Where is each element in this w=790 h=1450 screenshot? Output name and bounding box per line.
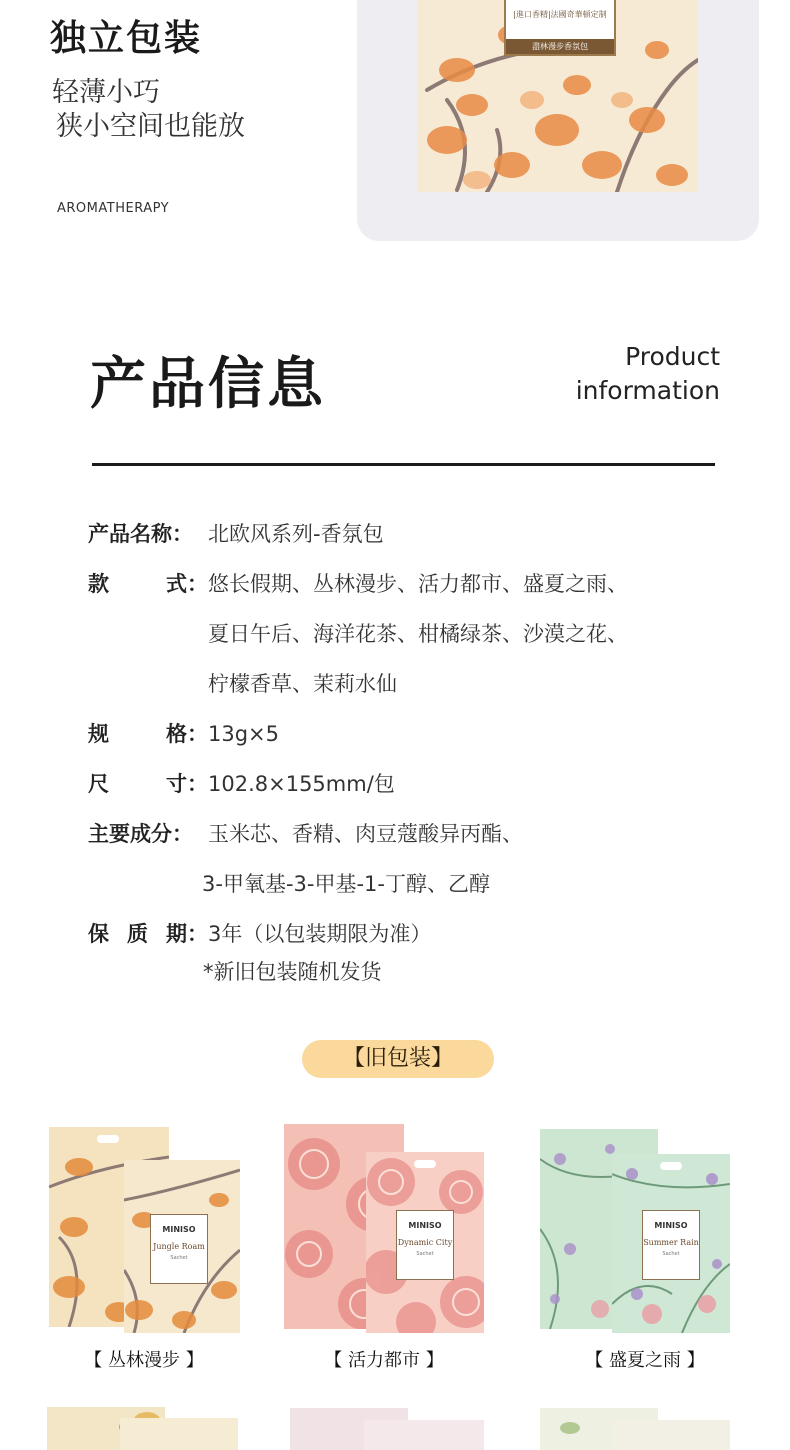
hero-subtitle-line1: 轻薄小巧 bbox=[52, 77, 160, 108]
old-pack-5-front bbox=[364, 1420, 484, 1450]
section-title-en-line2: information bbox=[575, 376, 720, 405]
hero-label-name: 盡林漫步香氛包 bbox=[506, 39, 614, 54]
product-info-table bbox=[88, 512, 728, 959]
section-title-en bbox=[576, 340, 720, 408]
old-pack-2-brand: MINISO bbox=[408, 1221, 442, 1230]
info-label-size-a: 尺 bbox=[88, 772, 109, 796]
info-value-style-line1: 悠长假期、丛林漫步、活力都市、盛夏之雨、 bbox=[208, 572, 628, 596]
old-pack-1-sub: Sachet bbox=[170, 1255, 188, 1261]
info-value-style-line2: 夏日午后、海洋花茶、柑橘绿茶、沙漠之花、 bbox=[208, 622, 628, 646]
section-divider bbox=[92, 463, 715, 466]
old-pack-1-front bbox=[124, 1160, 240, 1333]
info-label-ingredients: 主要成分： bbox=[88, 822, 193, 846]
info-value-spec: 13g×5 bbox=[208, 722, 280, 746]
old-pack-6-front bbox=[612, 1420, 730, 1450]
info-value-style-line3: 柠檬香草、茉莉水仙 bbox=[208, 672, 397, 696]
info-label-size-b: 寸： bbox=[166, 772, 208, 796]
info-label-size bbox=[88, 759, 208, 809]
info-value-ingredients-line2: 3-甲氧基-3-甲基-1-丁醇、乙醇 bbox=[202, 872, 490, 896]
old-pack-3-label bbox=[642, 1210, 700, 1280]
old-pack-2-caption: 【 活力都市 】 bbox=[324, 1350, 444, 1371]
info-value-name: 北欧风系列-香氛包 bbox=[208, 522, 384, 546]
old-pack-3-front bbox=[612, 1154, 730, 1333]
aromatherapy-label: AROMATHERAPY bbox=[57, 201, 170, 216]
hero-sachet-label bbox=[504, 0, 616, 56]
info-row-ingredients bbox=[88, 809, 728, 909]
info-label-style-a: 款 bbox=[88, 572, 109, 596]
info-value-shelf: 3年（以包装期限为准） bbox=[208, 922, 432, 946]
old-pack-1-label bbox=[150, 1214, 208, 1284]
info-value-ingredients bbox=[202, 809, 728, 909]
old-pack-2-hang-hole bbox=[414, 1160, 436, 1168]
old-pack-2-sub: Sachet bbox=[416, 1251, 434, 1257]
info-label-name: 产品名称： bbox=[88, 522, 193, 546]
old-pack-2-front bbox=[366, 1152, 484, 1333]
old-pack-1-hang-hole bbox=[97, 1135, 119, 1143]
info-label-spec bbox=[88, 709, 208, 759]
info-row-style bbox=[88, 559, 728, 709]
section-title-en-line1: Product bbox=[625, 342, 720, 371]
old-pack-3-name: Summer Rain bbox=[643, 1238, 699, 1247]
hero-product-card bbox=[357, 0, 759, 241]
hero-subtitle bbox=[52, 76, 245, 144]
old-pack-3-brand: MINISO bbox=[654, 1221, 688, 1230]
info-row-shelf bbox=[88, 909, 728, 959]
info-label-shelf-b: 质 bbox=[127, 922, 148, 946]
info-value-style bbox=[208, 559, 728, 709]
old-pack-3-sub: Sachet bbox=[662, 1251, 680, 1257]
old-pack-1-caption: 【 丛林漫步 】 bbox=[84, 1350, 204, 1371]
info-label-shelf-c: 期： bbox=[166, 922, 208, 946]
info-label-shelf bbox=[88, 909, 208, 959]
info-label-spec-a: 规 bbox=[88, 722, 109, 746]
section-title: 产品信息 bbox=[90, 352, 326, 417]
info-row-size bbox=[88, 759, 728, 809]
hero-title: 独立包装 bbox=[50, 18, 203, 59]
info-value-size: 102.8×155mm/包 bbox=[208, 772, 395, 796]
old-pack-4-front bbox=[120, 1418, 238, 1450]
info-value-ingredients-line1: 玉米芯、香精、肉豆蔻酸异丙酯、 bbox=[208, 822, 523, 846]
hero-subtitle-line2: 狭小空间也能放 bbox=[56, 111, 245, 142]
old-packaging-pill: 【旧包装】 bbox=[302, 1040, 494, 1078]
packaging-note: *新旧包装随机发货 bbox=[203, 960, 382, 984]
old-pack-2-label bbox=[396, 1210, 454, 1280]
info-label-style bbox=[88, 559, 208, 709]
info-row-spec bbox=[88, 709, 728, 759]
old-pack-3-caption: 【 盛夏之雨 】 bbox=[585, 1350, 705, 1371]
old-pack-3-hang-hole bbox=[660, 1162, 682, 1170]
info-label-spec-b: 格： bbox=[166, 722, 208, 746]
hero-label-origin: |進口香精|法國奇華頓定制 bbox=[513, 10, 607, 19]
hero-sachet-image bbox=[417, 0, 698, 192]
info-label-style-b: 式： bbox=[166, 572, 208, 596]
info-label-shelf-a: 保 bbox=[88, 922, 109, 946]
old-pack-2-name: Dynamic City bbox=[397, 1238, 453, 1247]
info-row-name bbox=[88, 512, 728, 556]
old-pack-1-brand: MINISO bbox=[162, 1225, 196, 1234]
old-pack-1-name: Jungle Roam bbox=[153, 1242, 205, 1251]
